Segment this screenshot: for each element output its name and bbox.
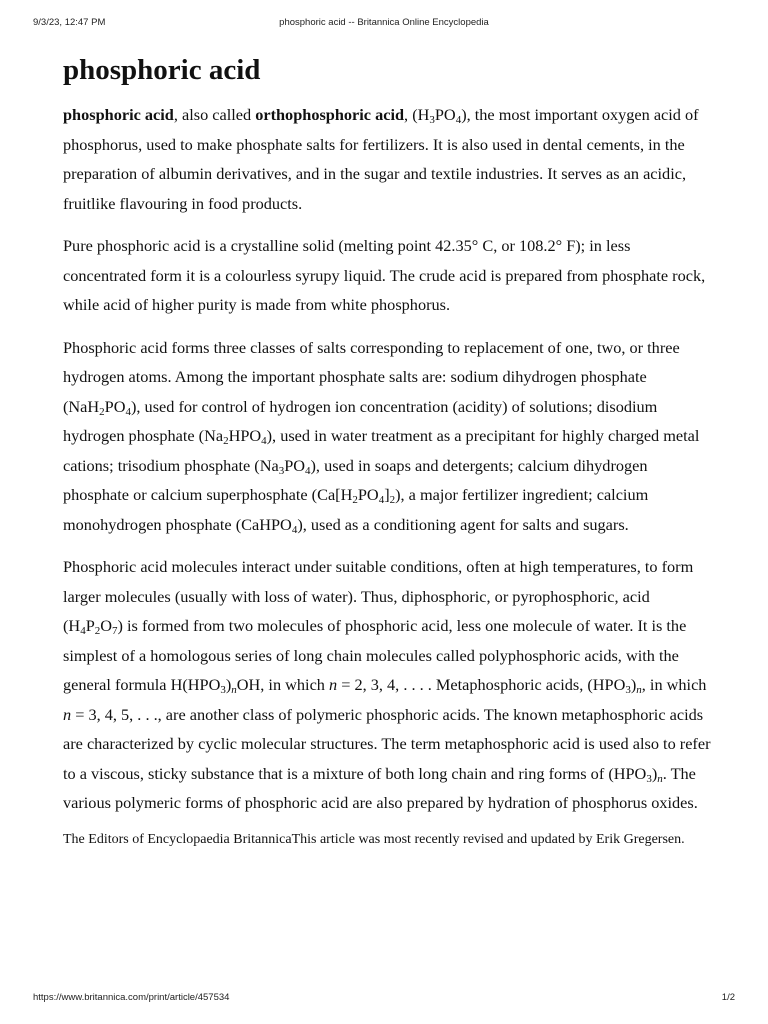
print-page-number: 1/2 — [721, 992, 735, 1003]
article — [63, 52, 713, 849]
print-page-title: phosphoric acid -- Britannica Online Encyclopedia — [279, 17, 489, 28]
paragraph-polymers: Phosphoric acid molecules interact under suitable conditions, often at high temperatures, to form larger molecules (usually with loss of water). Thus, diphosphoric, or pyrophosphoric, acid $(H_4P_2O_7)$ is formed from two molecules of phosphoric acid, less one molecule of water. It is the simplest of a homologous series of long chain molecules called polyphosphoric acids, with the general formula $H(HPO_3)_nOH$, in which n = 2, 3, 4, . . . . Metaphosphoric acids, $(HPO_3)_n$, in which n = 3, 4, 5, . . ., are another class of polymeric phosphoric acids. The known metaphosphoric acids are characterized by cyclic molecular structures. The term metaphosphoric acid is used also to refer to a viscous, sticky substance that is a mixture of both long chain and ring forms of $(HPO_3)_n$. The various polymeric forms of phosphoric acid are also prepared by hydration of phosphorus oxides. — [63, 557, 711, 812]
article-credit: The Editors of Encyclopaedia BritannicaThis article was most recently revised and updated by Erik Gregersen. — [63, 831, 685, 847]
paragraph-properties: Pure phosphoric acid is a crystalline solid (melting point 42.35° C, or 108.2° F); in less concentrated form it is a colourless syrupy liquid. The crude acid is prepared from phosphate rock, while acid of higher purity is made from white phosphorus. — [63, 236, 706, 314]
article-title: phosphoric acid — [63, 54, 261, 86]
print-header — [0, 17, 768, 31]
print-url: https://www.britannica.com/print/article/457534 — [33, 992, 230, 1003]
print-datetime: 9/3/23, 12:47 PM — [33, 17, 106, 28]
paragraph-intro: phosphoric acid, also called orthophosphoric acid, $(H_3PO_4)$, the most important oxygen acid of phosphorus, used to make phosphate salts for fertilizers. It is also used in dental cements, in the preparation of albumin derivatives, and in the sugar and textile industries. It serves as an acidic, fruitlike flavouring in food products. — [63, 105, 699, 213]
term-bold: phosphoric acid — [63, 105, 174, 124]
alt-term-bold: orthophosphoric acid — [255, 105, 405, 124]
paragraph-salts: Phosphoric acid forms three classes of salts corresponding to replacement of one, two, or three hydrogen atoms. Among the important phosphate salts are: sodium dihydrogen phosphate $(NaH_2PO_4)$, used for control of hydrogen ion concentration (acidity) of solutions; disodium hydrogen phosphate $(Na_2HPO_4)$, used in water treatment as a precipitant for highly charged metal cations; trisodium phosphate $(Na_3PO_4)$, used in soaps and detergents; calcium dihydrogen phosphate or calcium superphosphate $(Ca[H_2PO_4]_2)$, a major fertilizer ingredient; calcium monohydrogen phosphate (CaHPO$_4$), used as a conditioning agent for salts and sugars. — [63, 337, 700, 536]
print-footer — [0, 992, 768, 1006]
